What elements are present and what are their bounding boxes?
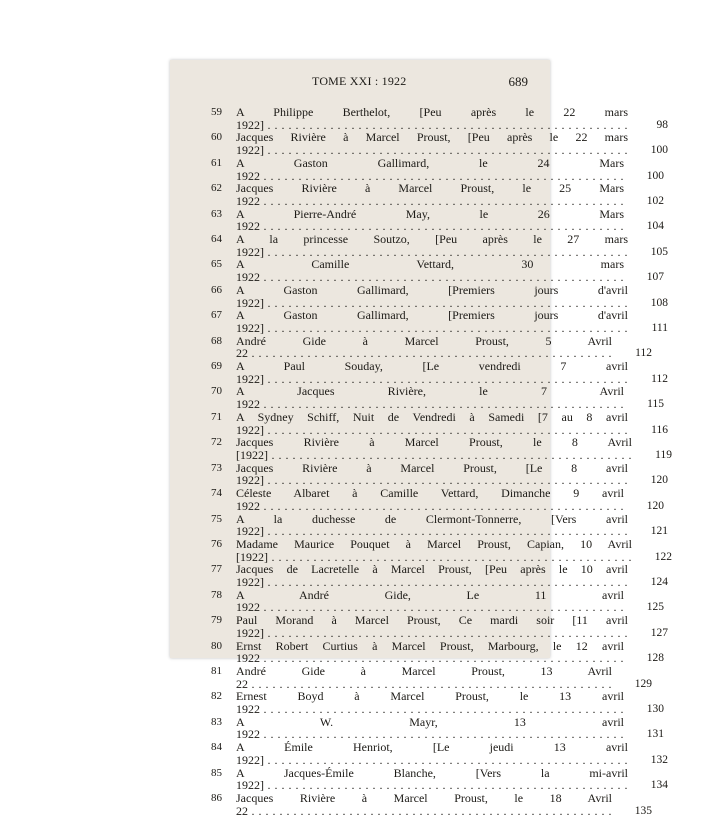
entry-number: 64 — [211, 233, 222, 246]
entry-title: A Sydney Schiff, Nuit de Vendredi à Samedi [7 au 8 avril 1922] . . . — [236, 411, 628, 436]
entry-title: Ernest Boyd à Marcel Proust, le 13 avril 1922 . . . — [236, 690, 624, 715]
running-title: TOME XXI : 1922 — [312, 74, 407, 88]
entry-body — [236, 435, 672, 462]
entry-number: 85 — [211, 766, 222, 779]
entry-title: Jacques Rivière à Marcel Proust, le 8 Avril [1922] . . . — [236, 436, 632, 461]
entry-body — [236, 536, 672, 564]
entry-number: 59 — [211, 106, 222, 118]
entry-title: Madame Maurice Pouquet à Marcel Proust, Capian, 10 Avril [1922] . . . — [236, 538, 632, 563]
entry-title: A Camille Vettard, 30 mars 1922 . . . — [236, 258, 624, 283]
entry-title: A Philippe Berthelot, [Peu après le 22 mars 1922] . . . — [236, 106, 628, 131]
entry-page: 129 — [634, 677, 652, 690]
entry-body — [236, 155, 664, 183]
toc-entry — [170, 206, 664, 234]
entry-number: 66 — [211, 283, 222, 296]
entry-title: A Jacques Rivière, le 7 Avril 1922 . . . — [236, 385, 624, 410]
entry-title: Jacques de Lacretelle à Marcel Proust, [Peu après le 10 avril 1922] . . . — [236, 563, 628, 588]
entry-page: 104 — [646, 220, 664, 233]
toc-entry — [170, 460, 668, 488]
entry-body — [236, 486, 664, 513]
entry-number: 82 — [211, 690, 222, 703]
entry-page: 124 — [650, 576, 668, 589]
table-of-contents — [170, 105, 672, 818]
toc-entry — [170, 638, 664, 666]
entry-title: Jacques Rivière à Marcel Proust, [Le 8 avril 1922] . . . — [236, 462, 628, 487]
entry-title: Jacques Rivière à Marcel Proust, [Peu après le 22 mars 1922] . . . — [236, 131, 628, 156]
entry-number: 84 — [211, 741, 222, 754]
entry-page: 132 — [650, 753, 668, 766]
toc-entry — [170, 257, 664, 285]
entry-page: 111 — [651, 321, 668, 334]
entry-title: Paul Morand à Marcel Proust, Ce mardi soir [11 avril 1922] . . . — [236, 614, 628, 639]
entry-body — [236, 359, 668, 386]
toc-entry — [170, 105, 668, 132]
toc-entry — [170, 308, 668, 335]
toc-entry — [170, 790, 652, 818]
entry-number: 86 — [211, 791, 222, 804]
entry-body — [236, 333, 652, 361]
page-number: 689 — [508, 74, 528, 89]
entry-title: Ernst Robert Curtius à Marcel Proust, Marbourg, le 12 avril 1922 . . . — [236, 640, 624, 665]
entry-number: 65 — [211, 258, 222, 271]
toc-entry — [170, 359, 668, 386]
entry-page: 130 — [646, 703, 664, 716]
entry-body — [236, 232, 668, 259]
entry-body — [236, 181, 664, 208]
toc-entry — [170, 714, 664, 742]
entry-title: A la princesse Soutzo, [Peu après le 27 mars 1922] . . . — [236, 233, 628, 258]
toc-entry — [170, 130, 668, 158]
entry-page: 122 — [654, 550, 672, 563]
toc-entry — [170, 587, 664, 615]
entry-title: A Paul Souday, [Le vendredi 7 avril 1922] . . . — [236, 360, 628, 385]
entry-title: A André Gide, Le 11 avril 1922 . . . — [236, 589, 624, 614]
entry-body — [236, 206, 664, 234]
entry-number: 71 — [211, 410, 222, 423]
entry-number: 73 — [211, 461, 222, 474]
entry-title: A Gaston Gallimard, le 24 Mars 1922 . . . — [236, 157, 624, 182]
entry-body — [236, 105, 668, 132]
entry-number: 78 — [211, 588, 222, 601]
entry-number: 67 — [211, 309, 222, 322]
entry-body — [236, 308, 668, 335]
entry-number: 74 — [211, 487, 222, 500]
entry-number: 79 — [211, 614, 222, 627]
entry-body — [236, 714, 664, 742]
toc-entry — [170, 613, 668, 640]
entry-page: 119 — [655, 448, 672, 461]
entry-body — [236, 765, 668, 793]
entry-page: 98 — [656, 118, 668, 131]
toc-entry — [170, 740, 668, 767]
entry-title: A Gaston Gallimard, [Premiers jours d'avril 1922] . . . — [236, 309, 628, 334]
entry-page: 100 — [650, 144, 668, 157]
entry-body — [236, 740, 668, 767]
entry-number: 80 — [211, 639, 222, 652]
entry-body — [236, 409, 668, 437]
entry-page: 108 — [650, 296, 668, 309]
toc-entry — [170, 511, 668, 539]
running-header — [170, 74, 550, 94]
entry-number: 61 — [211, 156, 222, 169]
entry-page: 121 — [650, 525, 668, 538]
entry-title: Jacques Rivière à Marcel Proust, le 25 Mars 1922 . . . — [236, 182, 624, 207]
entry-number: 75 — [211, 512, 222, 525]
entry-body — [236, 282, 668, 310]
entry-number: 68 — [211, 334, 222, 347]
entry-page: 115 — [647, 398, 664, 411]
entry-page: 105 — [650, 245, 668, 258]
toc-entry — [170, 689, 664, 717]
entry-page: 100 — [646, 169, 664, 182]
entry-title: A Pierre-André May, le 26 Mars 1922 . . . — [236, 208, 624, 233]
entry-title: Jacques Rivière à Marcel Proust, le 18 Avril 22 . . . — [236, 792, 612, 817]
entry-title: A Émile Henriot, [Le jeudi 13 avril 1922] . . . — [236, 741, 628, 766]
entry-body — [236, 562, 668, 590]
entry-page: 127 — [650, 626, 668, 639]
entry-page: 107 — [646, 271, 664, 284]
entry-number: 83 — [211, 715, 222, 728]
entry-page: 120 — [650, 474, 668, 487]
toc-entry — [170, 536, 672, 564]
toc-entry — [170, 663, 652, 691]
entry-page: 134 — [650, 779, 668, 792]
toc-entry — [170, 486, 664, 513]
entry-page: 116 — [651, 423, 668, 436]
entry-number: 63 — [211, 207, 222, 220]
entry-title: A la duchesse de Clermont-Tonnerre, [Vers avril 1922] . . . — [236, 513, 628, 538]
entry-body — [236, 587, 664, 615]
entry-page: 135 — [634, 804, 652, 817]
entry-body — [236, 689, 664, 717]
toc-entry — [170, 384, 664, 412]
book-page — [170, 60, 672, 818]
entry-number: 70 — [211, 385, 222, 398]
entry-page: 112 — [635, 347, 652, 360]
entry-title: A Jacques-Émile Blanche, [Vers la mi-avril 1922] . . . — [236, 767, 628, 792]
entry-body — [236, 638, 664, 666]
entry-title: André Gide à Marcel Proust, 13 Avril 22 . . . — [236, 665, 612, 690]
entry-title: A W. Mayr, 13 avril 1922 . . . — [236, 716, 624, 741]
entry-title: A Gaston Gallimard, [Premiers jours d'avril 1922] . . . — [236, 284, 628, 309]
toc-entry — [170, 282, 668, 310]
toc-entry — [170, 333, 652, 361]
toc-entry — [170, 765, 668, 793]
entry-body — [236, 511, 668, 539]
toc-entry — [170, 562, 668, 590]
entry-number: 62 — [211, 182, 222, 195]
entry-page: 120 — [646, 499, 664, 512]
entry-page: 128 — [646, 652, 664, 665]
toc-entry — [170, 155, 664, 183]
entry-number: 60 — [211, 131, 222, 144]
entry-body — [236, 130, 668, 158]
entry-page: 112 — [651, 372, 668, 385]
entry-number: 81 — [211, 664, 222, 677]
entry-body — [236, 257, 664, 285]
entry-page: 102 — [646, 194, 664, 207]
entry-page: 125 — [646, 601, 664, 614]
entry-page: 131 — [646, 728, 664, 741]
toc-entry — [170, 232, 668, 259]
entry-title: André Gide à Marcel Proust, 5 Avril 22 . . . — [236, 335, 612, 360]
entry-body — [236, 790, 652, 818]
entry-body — [236, 384, 664, 412]
entry-number: 76 — [211, 537, 222, 550]
toc-entry — [170, 181, 664, 208]
entry-body — [236, 613, 668, 640]
toc-entry — [170, 435, 672, 462]
entry-title: Céleste Albaret à Camille Vettard, Dimanche 9 avril 1922 . . . — [236, 487, 624, 512]
entry-body — [236, 460, 668, 488]
entry-body — [236, 663, 652, 691]
toc-entry — [170, 409, 668, 437]
entry-number: 69 — [211, 360, 222, 373]
entry-number: 72 — [211, 436, 222, 449]
entry-number: 77 — [211, 563, 222, 576]
